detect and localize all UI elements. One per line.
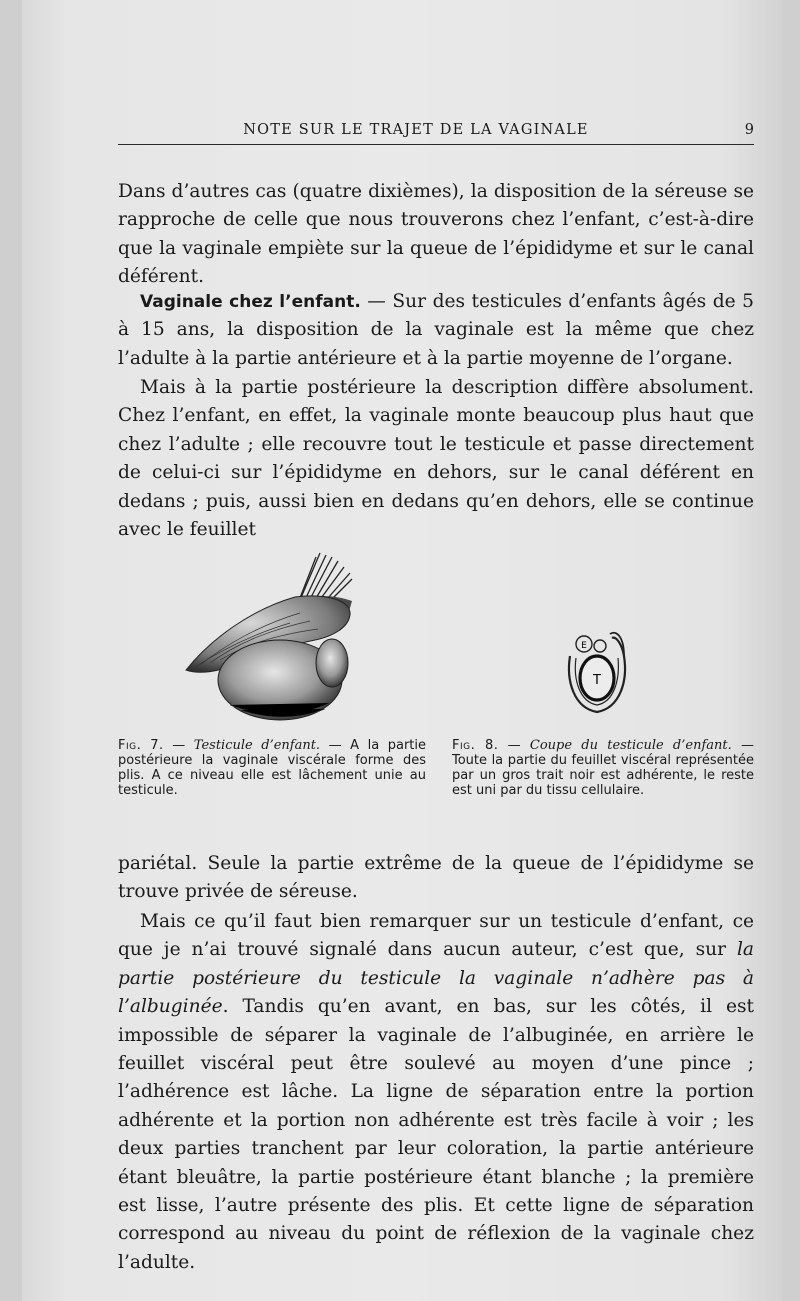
paragraph-1-text: Dans d’autres cas (quatre dixièmes), la disposition de la séreuse se rapproche de celle que nous trouverons chez l’enfant, c’est-à-dire que la vaginale empiète sur la queue de l’épididyme et sur le canal déférent.	[118, 181, 754, 288]
figure-7-caption: Fig. 7. — Testicule d’enfant. — A la partie postérieure la vaginale viscérale forme des plis. A ce niveau elle est lâchement unie au testicule.	[118, 738, 427, 798]
paragraph-5-text-a: Mais ce qu’il faut bien remarquer sur un testicule d’enfant, ce que je n’ai trouvé signalé dans aucun auteur, c’est que, sur	[118, 911, 754, 961]
diagram-label-t: T	[593, 673, 601, 688]
paragraph-3-text: Mais à la partie postérieure la description diffère absolument. Chez l’enfant, en effet, la vaginale monte beaucoup plus haut que chez l’adulte ; elle recouvre tout le testicule et passe directement de celui-ci sur l’épididyme en dehors, sur le canal déférent en dedans ; puis, aussi bien en dedans qu’en dehors, elle se continue avec le feuillet	[118, 377, 754, 541]
paragraph-3	[118, 374, 754, 544]
running-header	[118, 120, 754, 145]
page-number: 9	[744, 122, 754, 138]
paragraph-2-text: — Sur des testicules d’enfants âgés de 5 à 15 ans, la disposition de la vaginale est la même que chez l’adulte à la partie antérieure et à la partie moyenne de l’organe.	[118, 291, 754, 369]
figure-7-illustration	[180, 545, 360, 725]
figure-8-diagram	[562, 626, 632, 716]
paragraph-4	[118, 850, 754, 907]
header-title: NOTE SUR LE TRAJET DE LA VAGINALE	[243, 122, 589, 138]
paragraph-5-emphasis: la partie postérieure du testicule la vaginale n’adhère pas à l’albuginée	[118, 939, 754, 1018]
paragraph-5-text-b: . Tandis qu’en avant, en bas, sur les côtés, il est impossible de séparer la vaginale de l’albuginée, en arrière le feuillet viscéral peut être soulevé au moyen d’une pince ; l’adhérence est lâche. La ligne de séparation entre la portion adhérente et la portion non adhérente est très facile à voir ; les deux parties tranchent par leur coloration, la partie antérieure étant bleuâtre, la partie postérieure étant blanche ; la première est lisse, l’autre présente des plis. Et cette ligne de séparation correspond au niveau du point de réflexion de la vaginale chez l’adulte.	[118, 996, 754, 1273]
figure-8-label: Fig. 8.	[452, 738, 499, 753]
figure-8-caption: Fig. 8. — Coupe du testicule d’enfant. — Toute la partie du feuillet viscéral représentée par un gros trait noir est adhérente, le reste est uni par du tissu cellulaire.	[452, 738, 754, 798]
figure-8-text: — Toute la partie du feuillet viscéral représentée par un gros trait noir est adhérente, le reste est uni par du tissu cellulaire.	[452, 738, 754, 798]
figure-7-title: Testicule d’enfant.	[193, 738, 321, 753]
paragraph-5	[118, 908, 754, 1277]
paragraph-1	[118, 178, 754, 292]
paragraph-2	[118, 288, 754, 373]
figure-7-label: Fig. 7.	[118, 738, 164, 753]
diagram-label-e: E	[581, 641, 587, 651]
paragraph-4-text: pariétal. Seule la partie extrême de la queue de l’épididyme se trouve privée de séreuse.	[118, 853, 754, 903]
section-lead: Vaginale chez l’enfant.	[140, 292, 361, 312]
figure-7-text: — A la partie postérieure la vaginale viscérale forme des plis. A ce niveau elle est lâchement unie au testicule.	[118, 738, 427, 798]
figure-8-title: Coupe du testicule d’enfant.	[529, 738, 732, 753]
